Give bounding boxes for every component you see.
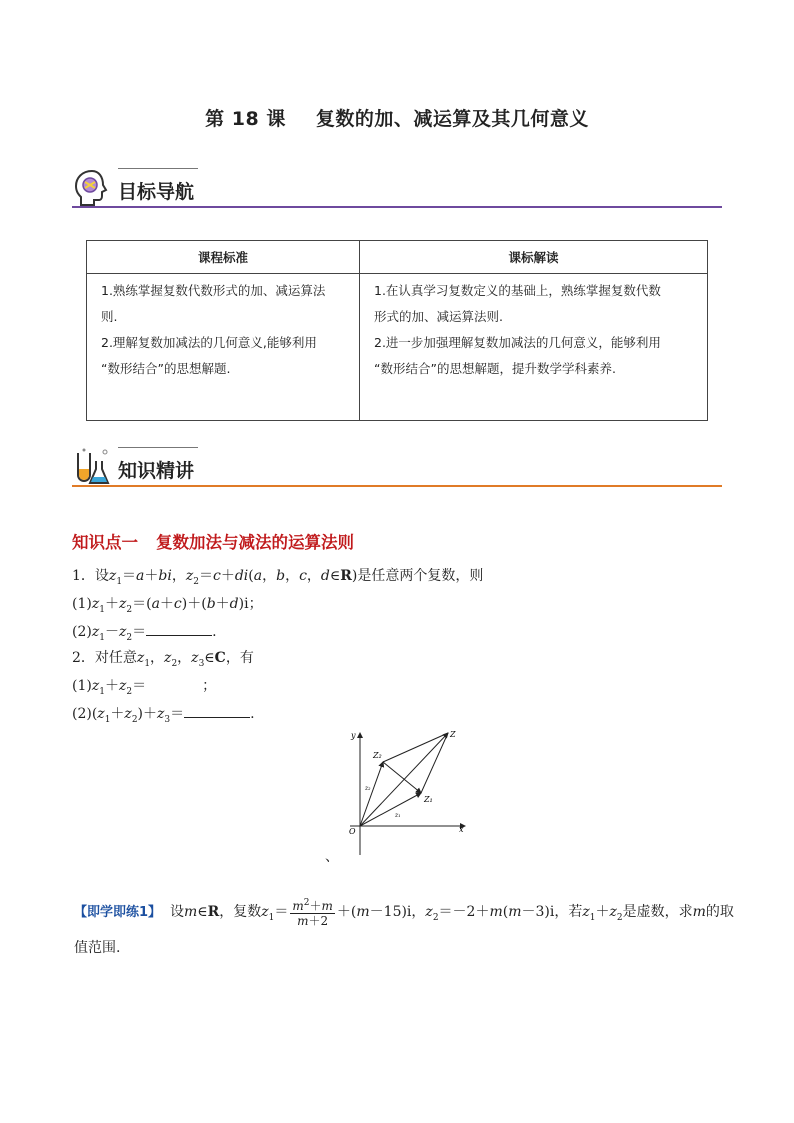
interpretation-line: 2.进一步加强理解复数加减法的几何意义，能够利用	[374, 335, 661, 350]
content-line-1: 1．设$z_1=a+bi$，$z_2=c+di(a$，b，c，d∈R)是任意两个复数，则	[72, 568, 484, 587]
vector-z2	[360, 762, 383, 826]
label-x: x	[459, 825, 464, 834]
content-line-6: $(2)(z_1+z_2)+z_3=$ .	[72, 706, 255, 725]
practice-tag: 【即学即练1】	[74, 905, 162, 920]
content-text: 是任意两个复数，则	[357, 568, 484, 584]
standards-line: “数形结合”的思想解题.	[101, 361, 231, 376]
content-line-5: $(1)z_1+z_2=$ ；	[72, 678, 217, 697]
interpretation-line: 1.在认真学习复数定义的基础上，熟练掌握复数代数	[374, 283, 661, 298]
brain-head-icon	[72, 168, 112, 208]
practice-text: 是虚数，求	[622, 904, 693, 920]
section-rule-purple	[72, 206, 722, 208]
content-line-4: 2．对任意$z_1$，$z_2$，$z_3\in C$，有	[72, 650, 254, 669]
answer-blank[interactable]	[146, 678, 202, 690]
interpretation-cell	[360, 274, 708, 421]
table-header-interpretation: 课标解读	[360, 241, 708, 274]
fraction: $\frac{m^2+m}{m+2}$	[292, 898, 333, 928]
content-line-3: $(2)z_1-z_2=$ .	[72, 624, 217, 643]
standards-cell	[87, 274, 360, 421]
content-line-2: $(1)z_1+z_2=(a+c)+(b+d)i$；	[72, 596, 263, 615]
label-Z1: Z₁	[424, 795, 433, 804]
label-origin: O	[349, 827, 356, 836]
section-title-knowledge: 知识精讲	[118, 460, 195, 482]
practice-text: ，复数	[219, 904, 262, 920]
content-text: 2．对任意	[72, 650, 137, 666]
page-title	[0, 104, 794, 131]
practice-text: 设	[169, 904, 184, 920]
vector-difference	[383, 762, 421, 793]
standards-table	[86, 240, 708, 421]
header-topline	[118, 447, 198, 448]
content-text: 1．设	[72, 568, 109, 584]
knowledge-point-heading	[72, 529, 354, 553]
parallelogram-figure	[325, 725, 475, 865]
content-text: ，有	[225, 650, 254, 666]
edge	[383, 733, 448, 762]
edge	[421, 733, 448, 793]
lab-flask-icon	[72, 447, 112, 487]
practice-text: 的取值范围.	[74, 904, 734, 956]
section-header-knowledge	[72, 447, 722, 487]
stray-mark: 、	[325, 849, 339, 865]
label-Z: Z	[450, 730, 456, 739]
answer-blank[interactable]	[184, 705, 250, 718]
answer-blank[interactable]	[146, 623, 212, 636]
vector-z1	[360, 793, 421, 826]
table-header-standards: 课程标准	[87, 241, 360, 274]
lesson-number: 第 18 课	[205, 108, 286, 130]
knowledge-point-number: 知识点一	[72, 533, 138, 552]
interpretation-line: “数形结合”的思想解题，提升数学学科素养.	[374, 361, 616, 376]
section-header-goals	[72, 168, 722, 208]
knowledge-point-title: 复数加法与减法的运算法则	[156, 533, 354, 552]
section-rule-orange	[72, 485, 722, 487]
standards-line: 则.	[101, 309, 118, 324]
practice-exercise: 【即学即练1】 设m∈R，复数$z_1=$ $\frac{m^2+m}{m+2}$ ＋(m－15)i，$z_2=-2+m(m-3)i$，若$z_1+z_2$是虚数，求m的取值范围.	[74, 898, 734, 956]
header-topline	[118, 168, 198, 169]
interpretation-line: 形式的加、减运算法则.	[374, 309, 503, 324]
standards-line: 2.理解复数加减法的几何意义,能够利用	[101, 335, 317, 350]
lesson-topic: 复数的加、减运算及其几何意义	[315, 108, 589, 130]
standards-line: 1.熟练掌握复数代数形式的加、减运算法	[101, 283, 326, 298]
label-z2: z₂	[365, 785, 371, 792]
practice-text: ，若	[554, 904, 583, 920]
label-z1: z₁	[395, 812, 401, 819]
label-Z2: Z₂	[373, 751, 382, 760]
section-title-goals: 目标导航	[118, 181, 195, 203]
label-y: y	[351, 731, 356, 740]
